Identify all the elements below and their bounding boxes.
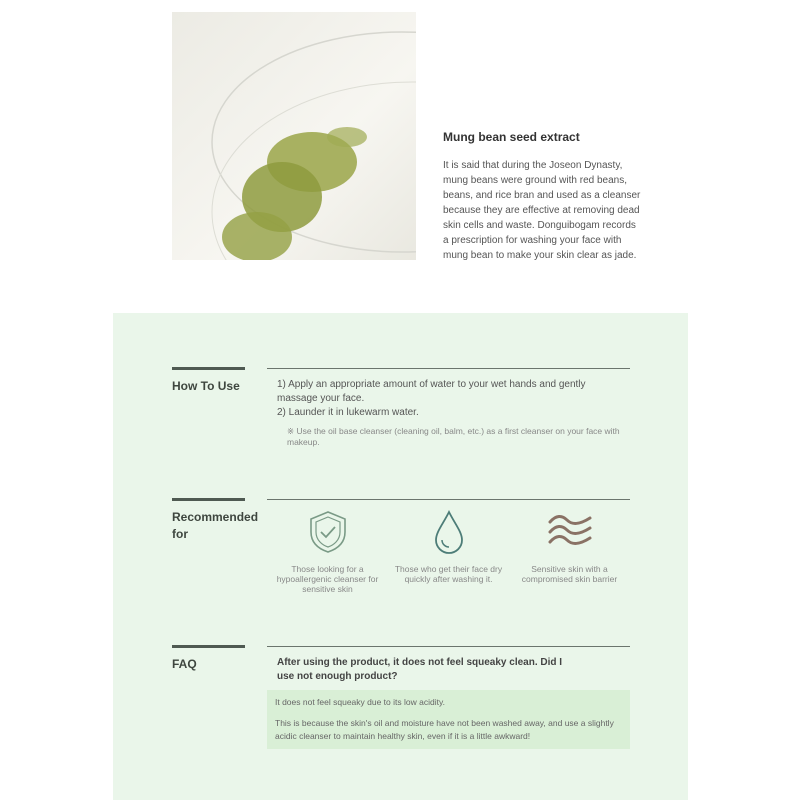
- section-divider: [267, 368, 630, 369]
- step-2: 2) Launder it in lukewarm water.: [277, 407, 419, 418]
- faq-question: After using the product, it does not feel squeaky clean. Did I use not enough product?: [277, 657, 563, 682]
- recommended-text: Sensitive skin with a compromised skin barrier: [521, 564, 618, 584]
- how-to-use-label: How To Use: [172, 379, 240, 393]
- intro-section: [443, 130, 643, 263]
- step-1: 1) Apply an appropriate amount of water to your wet hands and gently massage your face.: [277, 379, 586, 404]
- recommended-item: [267, 510, 388, 594]
- section-divider: [267, 646, 630, 647]
- faq-answer-line-1: It does not feel squeaky due to its low acidity.: [275, 697, 445, 707]
- mung-bean-illustration: [172, 12, 416, 260]
- section-bar: [172, 367, 245, 370]
- recommended-text: Those looking for a hypoallergenic cleanser for sensitive skin: [276, 564, 379, 594]
- section-bar: [172, 498, 245, 501]
- faq-answer: [267, 690, 630, 749]
- water-drop-icon: [429, 510, 469, 554]
- recommended-label: Recommended for: [172, 510, 259, 541]
- recommended-item: [388, 510, 509, 594]
- faq-label: FAQ: [172, 657, 197, 671]
- section-divider: [267, 499, 630, 500]
- waves-icon: [547, 510, 593, 554]
- intro-body: It is said that during the Joseon Dynasty, mung beans were ground with red beans, beans, and rice bran and used as a cleanser because they are effective at removing dead skin cells and waste. Donguibogam records a prescription for washing your face with mung bean to make your skin clear as jade.: [443, 160, 641, 261]
- recommended-item: [509, 510, 630, 594]
- usage-note: ※ Use the oil base cleanser (cleaning oil, balm, etc.) as a first cleanser on your face with makeup.: [287, 426, 620, 447]
- recommended-text: Those who get their face dry quickly after washing it.: [394, 564, 503, 584]
- intro-title: Mung bean seed extract: [443, 130, 580, 144]
- faq-answer-line-2: This is because the skin's oil and moisture have not been washed away, and use a slightly acidic cleanser to maintain healthy skin, even if it is a little awkward!: [275, 718, 614, 741]
- section-bar: [172, 645, 245, 648]
- shield-check-icon: [308, 510, 348, 554]
- mung-bean-photo: [172, 12, 416, 260]
